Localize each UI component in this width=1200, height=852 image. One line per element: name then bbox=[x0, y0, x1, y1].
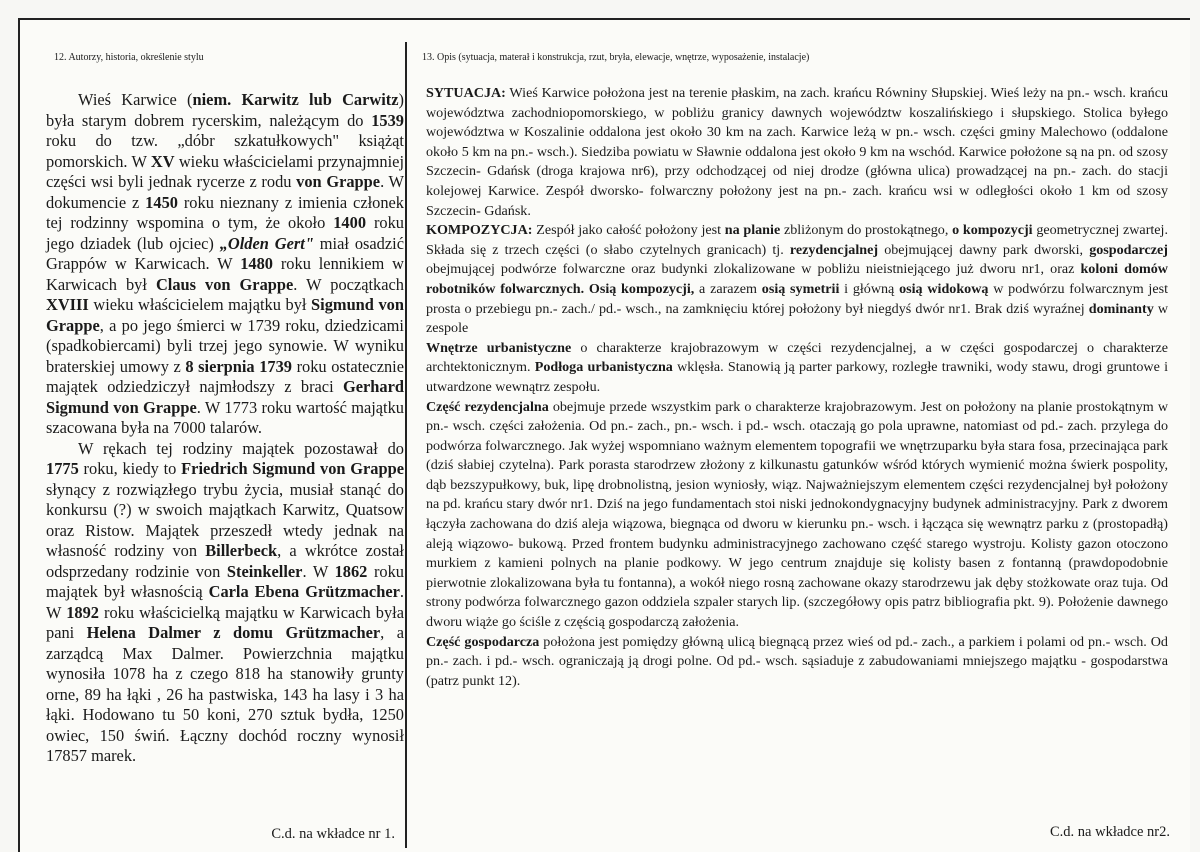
description-text bbox=[426, 84, 1168, 691]
form-sheet bbox=[18, 18, 1190, 852]
description-section-header: 13. Opis (sytuacja, materał i konstrukcja, rzut, bryła, elewacje, wnętrze, wyposażenie, instalacje) bbox=[422, 52, 810, 63]
description-column bbox=[416, 42, 1176, 848]
history-paragraph-1: Wieś Karwice (niem. Karwitz lub Carwitz) była starym dobrem rycerskim, należącym do 1539 roku do tzw. „dóbr szkatułkowych" książąt pomorskich. W XV wieku właścicielami przynajmniej części wsi byli jednak rycerze z rodu von Grappe. W dokumencie z 1450 roku nieznany z imienia członek tej rodzinny wspomina o tym, że około 1400 roku jego dziadek (lub ojciec) „Olden Gert" miał osadzić Grappów w Karwicach. W 1480 roku lennikiem w Karwicach był Claus von Grappe. W początkach XVIII wieku właścicielem majątku był Sigmund von Grappe, a po jego śmierci w 1739 roku, dziedzicami (spadkobiercami) byli trzej jego synowie. W wyniku braterskiej umowy z 8 sierpnia 1739 roku ostatecznie majątek odziedziczył najmłodszy z braci Gerhard Sigmund von Grappe. W 1773 roku wartość majątku szacowana była na 7000 talarów. bbox=[46, 90, 405, 437]
history-column bbox=[40, 42, 407, 848]
farm-part-paragraph: Część gospodarcza położona jest pomiędzy główną ulicą biegnącą przez wieś od pd.- zach., a parkiem i polami od pn.- wsch. Od pn.- zach. i pd.- wsch. ograniczają ją drogi polne. Od pd.- wsch. sąsiaduje z zabudowaniami mniejszego majątku - gospodarstwa (patrz punkt 12). bbox=[426, 633, 1168, 689]
composition-paragraph: KOMPOZYCJA: Zespół jako całość położony jest na planie zbliżonym do prostokątnego, o kompozycji geometrycznej zwartej. Składa się z trzech części (o słabo czytelnych granicach) tj. rezydencjalnej obejmującej dawny park dworski, gospodarczej obejmującej podwórze folwarczne oraz budynki zlokalizowane w pobliżu nieistniejącego już dworu nr1, oraz koloni domów robotników folwarcznych. Osią kompozycji, a zarazem osią symetrii i główną osią widokową w podwórzu folwarcznym jest prosta o przebiegu pn.- zach./ pd.- wsch., na zamknięciu której położony był niegdyś dwór nr1. Brak dziś wyraźnej dominanty w zespole bbox=[426, 222, 1169, 337]
history-text bbox=[46, 90, 404, 767]
description-continuation-note: C.d. na wkładce nr2. bbox=[1050, 824, 1170, 840]
situation-paragraph: SYTUACJA: Wieś Karwice położona jest na terenie płaskim, na zach. krańcu Równiny Słupskiej. Wieś leży na pn.- wsch. krańcu województwa zachodniopomorskiego, w pobliżu granicy dawnych województw koszalińskiego i słupskiego. Stolica byłego województwa w Koszalinie oddalona jest około 30 km na zach. Karwice leżą w pn.- wsch. części gminy Malechowo (oddalone około 5 km na pn.- wsch.). Siedziba powiatu w Sławnie oddalona jest około 9 km na wschód. Karwice położone są na pn. od szosy Szczecin- Gdańsk (droga krajowa nr6), przy odchodzącej od niej drodze (główna ulica) prowadzącej na pn.- zach. do stacji kolejowej Karwice. Zespół dworsko- folwarczny położony jest na pn.- zach. krańcu wsi w odległości około 1 km od szosy Szczecin- Gdańsk. bbox=[426, 85, 1168, 219]
history-paragraph-2: W rękach tej rodziny majątek pozostawał do 1775 roku, kiedy to Friedrich Sigmund von Grappe słynący z rozwiązłego trybu życia, musiał stanąć do konkursu (?) w swoich majątkach Karwitz, Quatsow oraz Ristow. Majątek przeszedł wtedy jednak na własność rodziny von Billerbeck, a wkrótce został odsprzedany rodzinie von Steinkeller. W 1862 roku majątek był własnością Carla Ebena Grützmacher. W 1892 roku właścicielką majątku w Karwicach była pani Helena Dalmer z domu Grützmacher, a zarządcą Max Dalmer. Powierzchnia majątku wynosiła 1078 ha z czego 818 ha stanowiły grunty orne, 89 ha łąki , 26 ha pastwiska, 143 ha lasy i 3 ha łąki. Hodowano tu 50 koni, 270 sztuk bydła, 1250 owiec, 150 świń. Łączny dochód roczny wynosił 17857 marek. bbox=[46, 438, 404, 765]
residential-part-paragraph: Część rezydencjalna obejmuje przede wszystkim park o charakterze krajobrazowym. Jest on położony na planie prostokątnym w pn.- wsch. części założenia. Od pn.- zach., pn.- wsch. i pd.- wsch. otaczają go pola uprawne, natomiast od pd.- zach. przylega do podwórza folwarcznego. Jak wyżej wspomniano ważnym elementem topografii we wnętrzuparku była stara fosa, przecinająca park (dziś słabiej czytelna). Park porasta starodrzew złożony z kilkunastu gatunków wśród których wymienić można świerk pospolity, dąb bezszypułkowy, buk, lipę drobnolistną, jesion wyniosły, wiąz. Najważniejszym elementem części rezydencjalnej był położony na pd. krańcu stary dwór nr1. Dziś na jego fundamentach stoi niski jednokondygnacyjny budynek administracyjny. Park z dworem łączyła zachowana do dziś aleja wiązowa, biegnąca od dworu w kierunku pn.- wsch. i łącząca się wewnątrz parku z (prostopadłą) aleją wiązowo- bukową. Przed frontem budynku administracyjnego zachowano część starego wystroju. Kolisty gazon otoczono murkiem z kamieni polnych na planie podkowy. W jego centrum znajduje się kolisty basen z fontanną (prawdopodobnie pierwotnie zlokalizowana była tu fontanna), a wokół niego rosną zachowane okazy starodrzewu jak dęby stożkowate oraz tuja. Od strony podwórza folwarcznego gazon oddziela szpaler starych lip. (szczegółowy opis patrz bibliografia pkt. 9). Położenie dawnego dworu wiąże go ściśle z częścią gospodarczą założenia. bbox=[426, 398, 1168, 631]
history-continuation-note: C.d. na wkładce nr 1. bbox=[271, 826, 395, 842]
urban-interior-paragraph: Wnętrze urbanistyczne o charakterze krajobrazowym w części rezydencjalnej, a w części gospodarczej o charakterze archtektonicznym. Podłoga urbanistyczna wklęsła. Stanowią ją parter parkowy, rozległe trawniki, wody stawu, drogi gruntowe i utwardzone wewnątrz zespołu. bbox=[426, 339, 1169, 395]
history-section-header: 12. Autorzy, historia, określenie stylu bbox=[54, 52, 204, 63]
